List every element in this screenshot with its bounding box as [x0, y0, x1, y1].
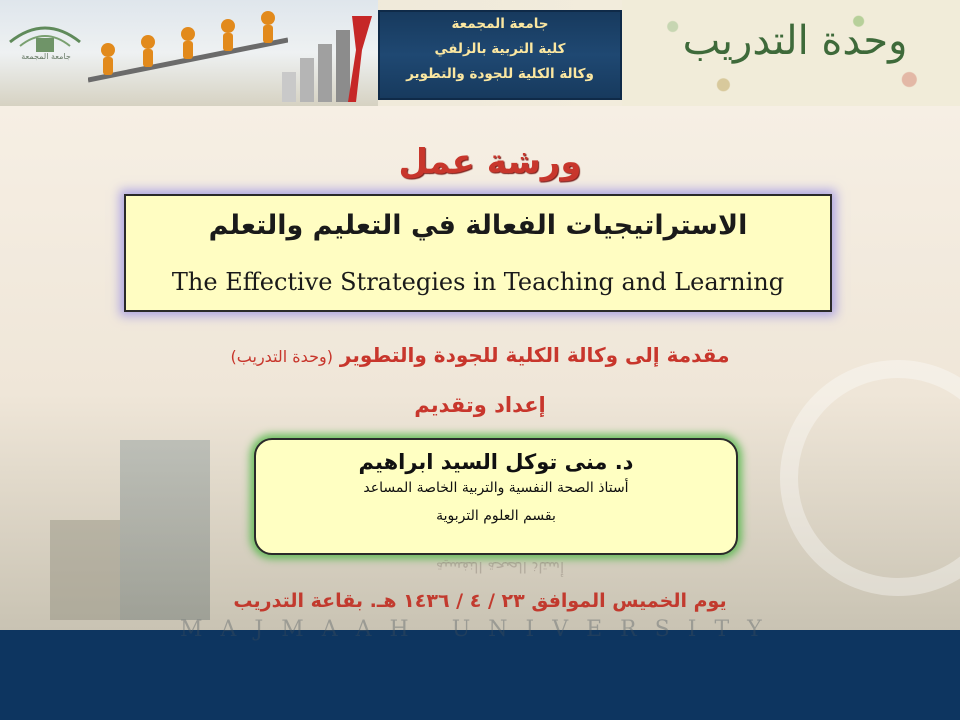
- presented-to-paren: (وحدة التدريب): [230, 347, 333, 366]
- banner-institution-box: [378, 10, 622, 100]
- presented-to-main: مقدمة إلى وكالة الكلية للجودة والتطوير: [339, 343, 730, 367]
- banner-left-image: [0, 0, 378, 106]
- presenter-title: أستاذ الصحة النفسية والتربية الخاصة المساعد: [363, 480, 629, 496]
- banner-line-college: كلية التربية بالزلفي: [434, 41, 566, 57]
- title-arabic: الاستراتيجيات الفعالة في التعليم والتعلم: [208, 210, 748, 241]
- presenter-department: بقسم العلوم التربوية: [436, 508, 556, 524]
- presented-to-line: [120, 343, 840, 367]
- title-english: The Effective Strategies in Teaching and Learning: [171, 268, 785, 296]
- header-banner: [0, 0, 960, 106]
- presenter-name: د. منى توكل السيد ابراهيم: [358, 450, 634, 474]
- university-logo-text: جامعة المجمعة: [21, 52, 71, 61]
- date-location-line: يوم الخميس الموافق ٢٣ / ٤ / ١٤٣٦ هـ. بقاعة التدريب: [233, 590, 727, 612]
- climbing-figures-icon: [88, 10, 288, 94]
- university-watermark: MAJMAAH UNIVERSITY: [180, 617, 780, 642]
- footer-bar: [0, 630, 960, 720]
- background-building-image: [50, 520, 120, 620]
- workshop-heading: ورشة عمل: [398, 142, 582, 182]
- banner-line-university: جامعة المجمعة: [451, 16, 549, 32]
- growth-bars-icon: [280, 10, 376, 104]
- training-unit-logo-text: وحدة التدريب: [682, 18, 908, 64]
- presenter-box: [254, 438, 738, 555]
- presenter-box-reflection: أستاذ الصحة النفسية: [435, 558, 565, 576]
- prepared-by-label: إعداد وتقديم: [414, 393, 546, 417]
- title-box: [124, 194, 832, 312]
- banner-line-agency: وكالة الكلية للجودة والتطوير: [406, 66, 594, 82]
